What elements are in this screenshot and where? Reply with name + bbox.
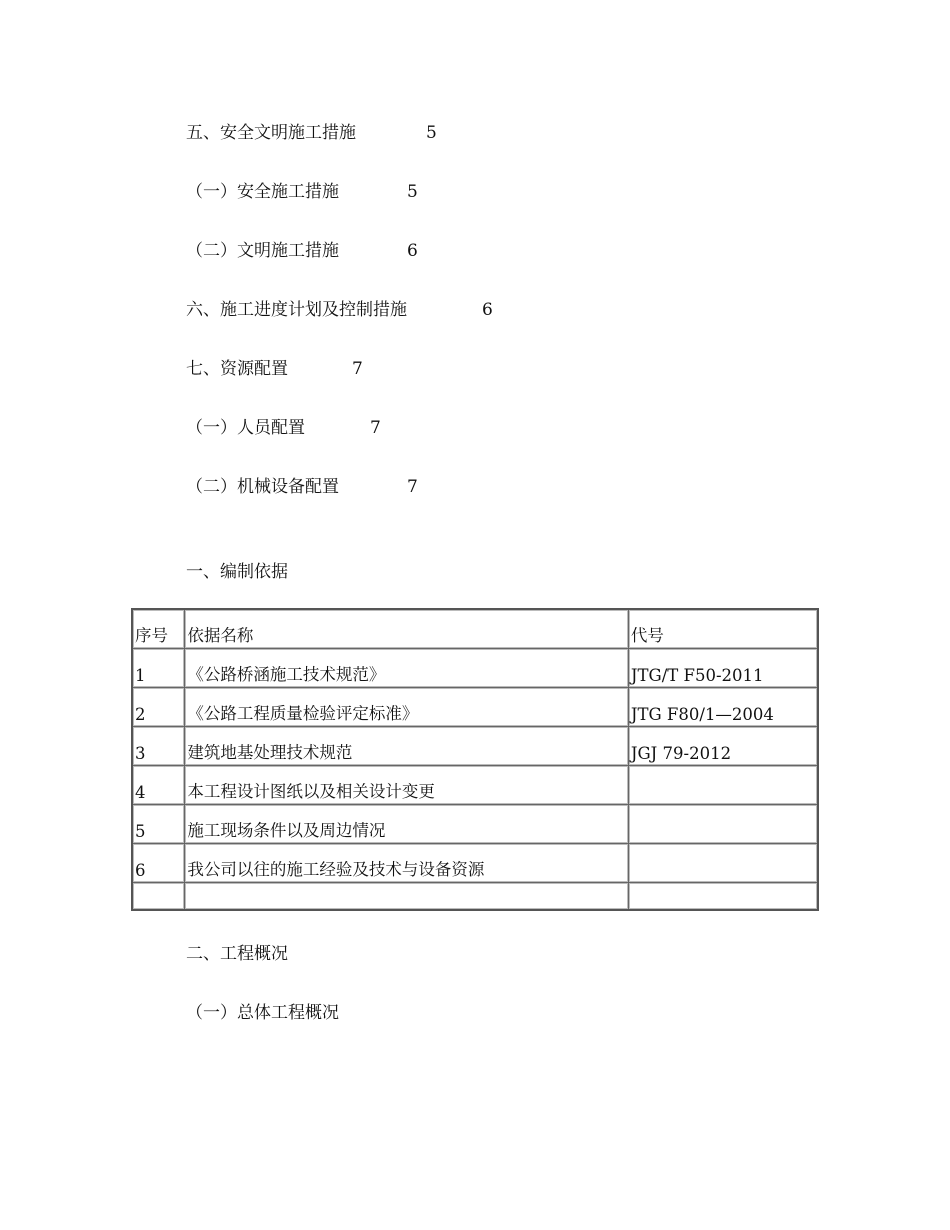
basis-table <box>131 608 819 911</box>
subsection-heading: （一）总体工程概况 <box>186 1003 339 1023</box>
table-cell <box>628 883 818 911</box>
toc-entry <box>186 240 418 262</box>
table-header-cell: 依据名称 <box>185 609 629 649</box>
toc-entry <box>186 358 363 380</box>
toc-entry <box>186 476 418 498</box>
table-cell <box>185 883 629 911</box>
section-heading: 一、编制依据 <box>186 562 288 582</box>
toc-entry-page: 7 <box>407 477 418 497</box>
table-row <box>132 766 818 805</box>
table-row <box>132 727 818 766</box>
table-cell <box>628 844 818 883</box>
table-cell: 2 <box>132 688 185 727</box>
table-cell: JTG/T F50-2011 <box>628 649 818 688</box>
table-cell: 5 <box>132 805 185 844</box>
toc-entry-page: 6 <box>407 241 418 261</box>
table-cell: 《公路工程质量检验评定标准》 <box>185 688 629 727</box>
table-row <box>132 805 818 844</box>
table-cell: 1 <box>132 649 185 688</box>
table-row <box>132 649 818 688</box>
table-cell: 本工程设计图纸以及相关设计变更 <box>185 766 629 805</box>
toc-entry-page: 5 <box>426 123 437 143</box>
toc-entry-text: 六、施工进度计划及控制措施 <box>186 300 407 320</box>
table-header-row <box>132 609 818 649</box>
table-cell: 建筑地基处理技术规范 <box>185 727 629 766</box>
toc-entry-text: 七、资源配置 <box>186 359 288 379</box>
toc-entry-text: （一）安全施工措施 <box>186 182 339 202</box>
toc-entry-text: 五、安全文明施工措施 <box>186 123 356 143</box>
toc-entry <box>186 122 437 144</box>
toc-entry <box>186 417 381 439</box>
toc-entry-page: 7 <box>370 418 381 438</box>
toc-entry-page: 5 <box>407 182 418 202</box>
toc-entry-text: （二）文明施工措施 <box>186 241 339 261</box>
table-cell: JTG F80/1—2004 <box>628 688 818 727</box>
table-cell: 《公路桥涵施工技术规范》 <box>185 649 629 688</box>
table-row-empty <box>132 883 818 911</box>
table-cell <box>628 805 818 844</box>
table-cell: JGJ 79-2012 <box>628 727 818 766</box>
table-cell: 6 <box>132 844 185 883</box>
toc-entry-page: 6 <box>482 300 493 320</box>
toc-entry <box>186 181 418 203</box>
table-cell: 4 <box>132 766 185 805</box>
table-cell: 3 <box>132 727 185 766</box>
table-cell: 我公司以往的施工经验及技术与设备资源 <box>185 844 629 883</box>
section-heading: 二、工程概况 <box>186 944 288 964</box>
toc-entry-page: 7 <box>352 359 363 379</box>
toc-entry-text: （二）机械设备配置 <box>186 477 339 497</box>
table-cell: 施工现场条件以及周边情况 <box>185 805 629 844</box>
table-header-cell: 序号 <box>132 609 185 649</box>
table-row <box>132 844 818 883</box>
table-row <box>132 688 818 727</box>
table-header-cell: 代号 <box>628 609 818 649</box>
toc-entry <box>186 299 493 321</box>
table-cell <box>628 766 818 805</box>
table-cell <box>132 883 185 911</box>
toc-entry-text: （一）人员配置 <box>186 418 305 438</box>
